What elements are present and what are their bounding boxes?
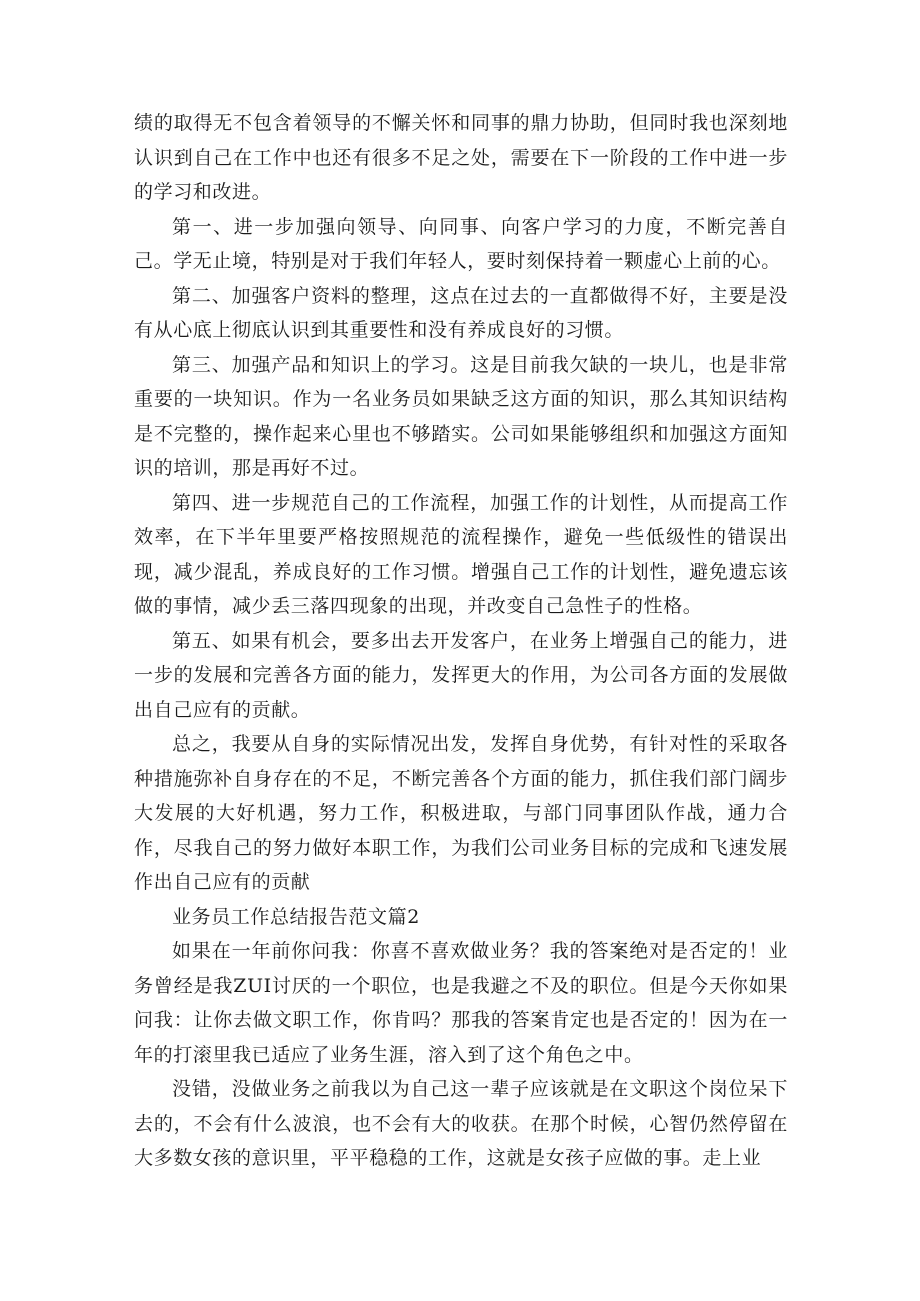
paragraph-point-1: 第一、进一步加强向领导、向同事、向客户学习的力度，不断完善自己。学无止境，特别是对于我们年轻人，要时刻保持着一颗虚心上前的心。 (134, 215, 788, 272)
document-body (134, 106, 788, 1176)
paragraph-conclusion: 总之，我要从自身的实际情况出发，发挥自身优势，有针对性的采取各种措施弥补自身存在的不足，不断完善各个方面的能力，抓住我们部门阔步大发展的大好机遇，努力工作，积极进取，与部门同事团队作战，通力合作，尽我自己的努力做好本职工作，为我们公司业务目标的完成和飞速发展作出自己应有的贡献 (134, 733, 788, 893)
paragraph-continuation: 绩的取得无不包含着领导的不懈关怀和同事的鼎力协助，但同时我也深刻地认识到自己在工作中也还有很多不足之处，需要在下一阶段的工作中进一步的学习和改进。 (134, 112, 788, 203)
section-heading: 业务员工作总结报告范文篇2 (172, 905, 420, 928)
paragraph-point-5: 第五、如果有机会，要多出去开发客户，在业务上增强自己的能力，进一步的发展和完善各方面的能力，发挥更大的作用，为公司各方面的发展做出自己应有的贡献。 (134, 629, 788, 721)
paragraph-point-4: 第四、进一步规范自己的工作流程，加强工作的计划性，从而提高工作效率，在下半年里要严格按照规范的流程操作，避免一些低级性的错误出现，减少混乱，养成良好的工作习惯。增强自己工作的计划性，避免遗忘该做的事情，减少丢三落四现象的出现，并改变自己急性子的性格。 (134, 491, 788, 617)
paragraph-intro: 如果在一年前你问我：你喜不喜欢做业务？我的答案绝对是否定的！业务曾经是我ZUI讨厌的一个职位，也是我避之不及的职位。但是今天你如果问我：让你去做文职工作，你肯吗？那我的答案肯定也是否定的！因为在一年的打滚里我已适应了业务生涯，溶入到了这个角色之中。 (134, 940, 788, 1066)
paragraph-point-3: 第三、加强产品和知识上的学习。这是目前我欠缺的一块儿，也是非常重要的一块知识。作为一名业务员如果缺乏这方面的知识，那么其知识结构是不完整的，操作起来心里也不够踏实。公司如果能够组织和加强这方面知识的培训，那是再好不过。 (134, 353, 788, 479)
paragraph-point-2: 第二、加强客户资料的整理，这点在过去的一直都做得不好，主要是没有从心底上彻底认识到其重要性和没有养成良好的习惯。 (134, 284, 788, 341)
paragraph-body: 没错，没做业务之前我以为自己这一辈子应该就是在文职这个岗位呆下去的，不会有什么波浪，也不会有大的收获。在那个时候，心智仍然停留在大多数女孩的意识里，平平稳稳的工作，这就是女孩子应做的事。走上业 (134, 1078, 788, 1169)
